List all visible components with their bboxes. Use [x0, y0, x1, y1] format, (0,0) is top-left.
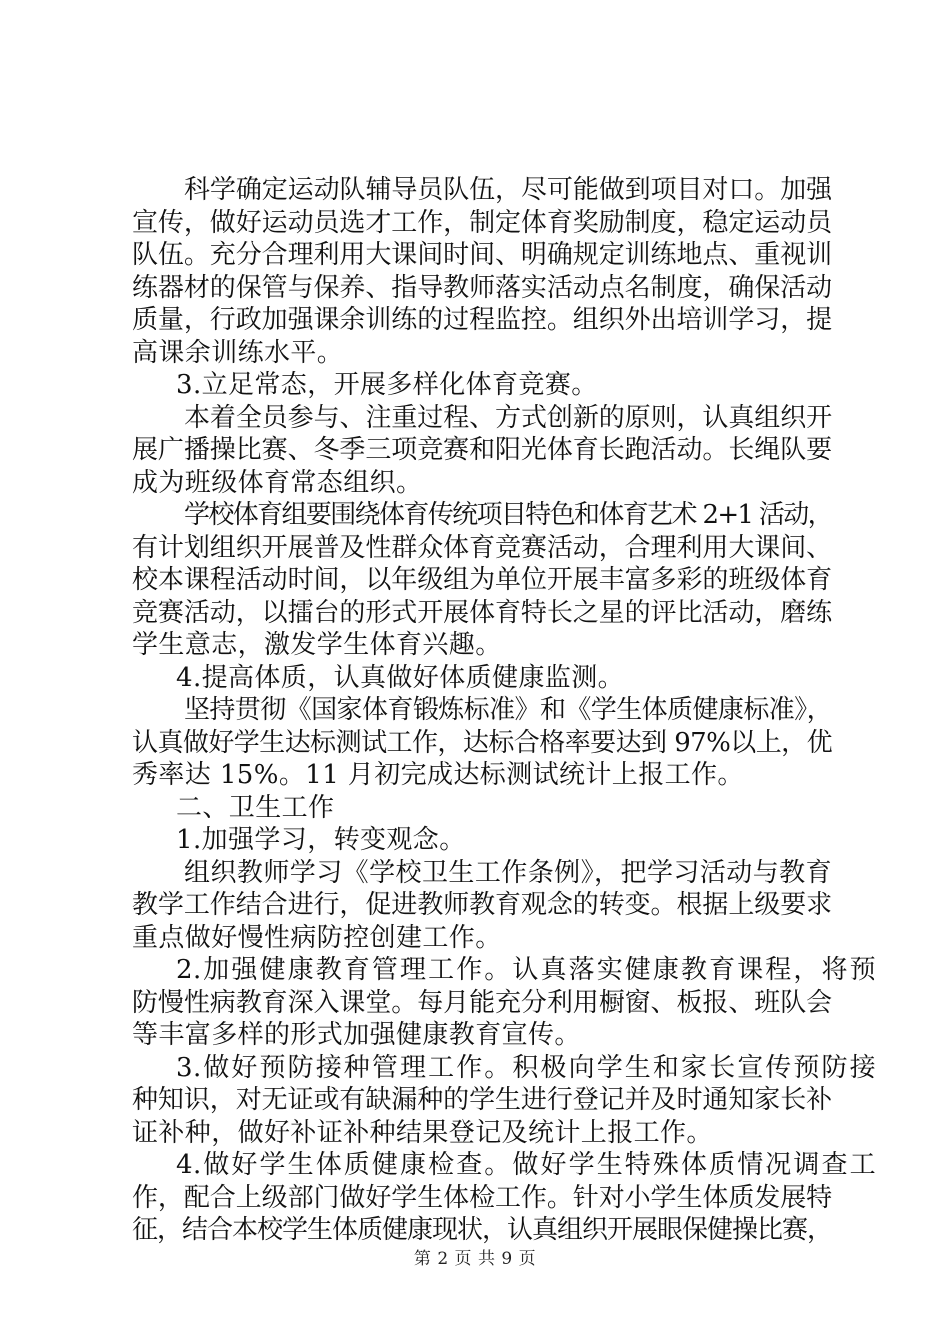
- text-line: 证补种，做好补证补种结果登记及统计上报工作。: [132, 1117, 713, 1148]
- text-line: 等丰富多样的形式加强健康教育宣传。: [132, 1020, 581, 1050]
- text-line: 宣传，做好运动员选才工作，制定体育奖励制度，稳定运动员: [132, 207, 832, 238]
- text-line: 4.做好学生体质健康检查。做好学生特殊体质情况调查工: [176, 1150, 876, 1180]
- text-line: 成为班级体育常态组织。: [132, 467, 423, 498]
- text-line: 校本课程活动时间，以年级组为单位开展丰富多彩的班级体育: [132, 565, 832, 595]
- text-line: 队伍。充分合理利用大课间时间、明确规定训练地点、重视训: [132, 240, 832, 270]
- text-line: 种知识，对无证或有缺漏种的学生进行登记并及时通知家长补: [132, 1085, 832, 1115]
- text-line: 学校体育组要围绕体育传统项目特色和体育艺术 2+1 活动，: [184, 500, 832, 530]
- text-line: 二、卫生工作: [176, 792, 335, 823]
- text-line: 2.加强健康教育管理工作。认真落实健康教育课程，将预: [176, 955, 876, 985]
- document-body: [132, 174, 876, 1247]
- text-line: 练器材的保管与保养、指导教师落实活动点名制度，确保活动: [132, 272, 832, 303]
- text-line: 本着全员参与、注重过程、方式创新的原则，认真组织开: [184, 402, 832, 433]
- page-footer: 第 2 页 共 9 页: [413, 1249, 537, 1269]
- text-line: 质量，行政加强课余训练的过程监控。组织外出培训学习，提: [132, 305, 832, 335]
- text-line: 征，结合本校学生体质健康现状，认真组织开展眼保健操比赛，: [132, 1215, 832, 1245]
- text-line: 4.提高体质，认真做好体质健康监测。: [176, 662, 625, 693]
- text-line: 科学确定运动队辅导员队伍，尽可能做到项目对口。加强: [184, 175, 832, 205]
- text-line: 重点做好慢性病防控创建工作。: [132, 922, 502, 953]
- text-line: 高课余训练水平。: [132, 337, 344, 368]
- text-line: 竞赛活动，以擂台的形式开展体育特长之星的评比活动，磨练: [132, 597, 832, 628]
- text-line: 3.立足常态，开展多样化体育竞赛。: [176, 370, 598, 400]
- text-line: 组织教师学习《学校卫生工作条例》，把学习活动与教育: [184, 857, 832, 888]
- text-line: 秀率达 15%。11 月初完成达标测试统计上报工作。: [132, 760, 744, 790]
- text-line: 坚持贯彻《国家体育锻炼标准》和《学生体质健康标准》，: [184, 695, 832, 725]
- text-line: 3.做好预防接种管理工作。积极向学生和家长宣传预防接: [176, 1052, 876, 1083]
- text-line: 有计划组织开展普及性群众体育竞赛活动，合理利用大课间、: [132, 532, 832, 563]
- text-line: 作，配合上级部门做好学生体检工作。针对小学生体质发展特: [132, 1182, 832, 1213]
- text-line: 学生意志，激发学生体育兴趣。: [132, 630, 502, 660]
- text-line: 教学工作结合进行，促进教师教育观念的转变。根据上级要求: [132, 890, 832, 920]
- text-line: 1.加强学习，转变观念。: [176, 825, 466, 855]
- text-line: 认真做好学生达标测试工作，达标合格率要达到 97%以上，优: [132, 727, 832, 758]
- text-line: 展广播操比赛、冬季三项竞赛和阳光体育长跑活动。长绳队要: [132, 435, 832, 465]
- text-line: 防慢性病教育深入课堂。每月能充分利用橱窗、板报、班队会: [132, 987, 832, 1018]
